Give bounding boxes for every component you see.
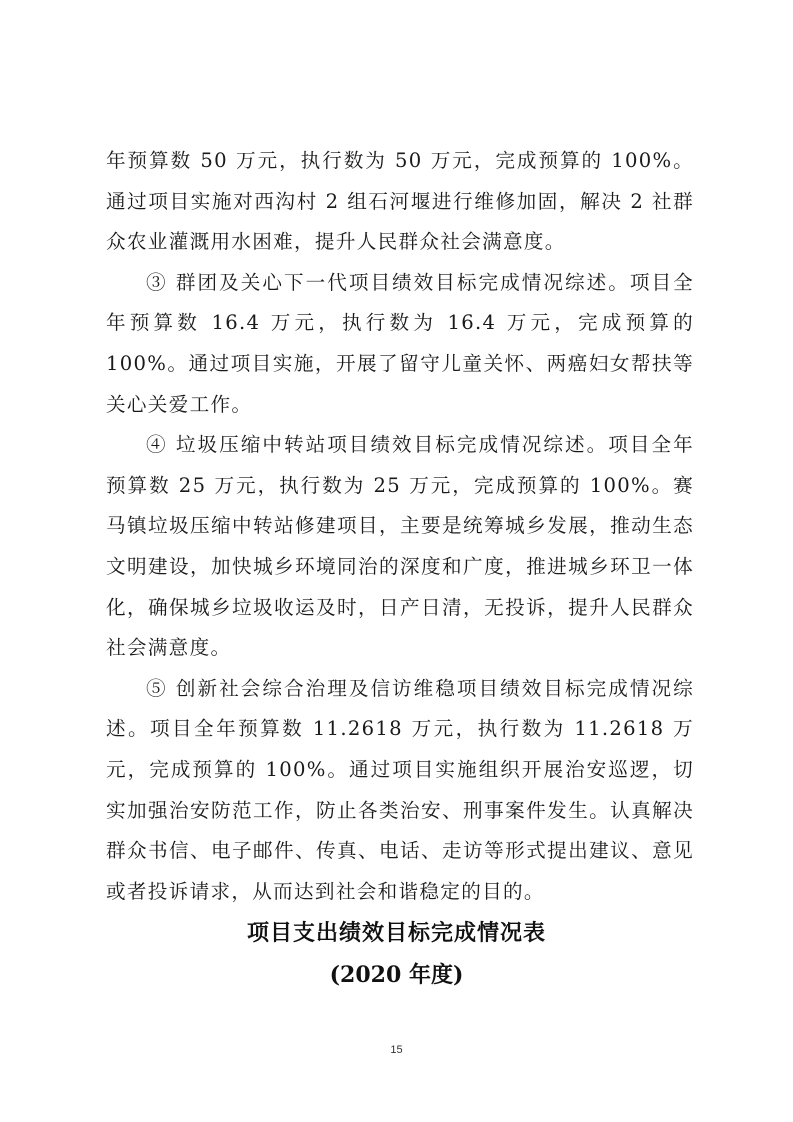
paragraph-garbage-station-project: ④ 垃圾压缩中转站项目绩效目标完成情况综述。项目全年预算数 25 万元，执行数为 25 万元，完成预算的 100%。赛马镇垃圾压缩中转站修建项目，主要是统筹城乡发展，推动生态文明建设，加快城乡环境同治的深度和广度，推进城乡环卫一体化，确保城乡垃圾收运及时，日产日清，无投诉，提升人民群众社会满意度。	[106, 433, 694, 660]
page-number: 15	[390, 1044, 403, 1056]
paragraph-social-governance-project: ⑤ 创新社会综合治理及信访维稳项目绩效目标完成情况综述。项目全年预算数 11.2618 万元，执行数为 11.2618 万元，完成预算的 100%。通过项目实施组织开展治安巡逻，切实加强治安防范工作，防止各类治安、刑事案件发生。认真解决群众书信、电子邮件、传真、电话、走访等形式提出建议、意见或者投诉请求，从而达到社会和谐稳定的目的。	[106, 676, 694, 903]
table-year: (2020 年度)	[329, 962, 464, 988]
table-title: 项目支出绩效目标完成情况表	[246, 920, 546, 946]
paragraph-youth-care-project: ③ 群团及关心下一代项目绩效目标完成情况综述。项目全年预算数 16.4 万元，执行数为 16.4 万元，完成预算的 100%。通过项目实施，开展了留守儿童关怀、两癌妇女帮扶等关心关爱工作。	[106, 270, 694, 416]
body-text	[106, 141, 694, 912]
paragraph-budget-continuation: 年预算数 50 万元，执行数为 50 万元，完成预算的 100%。通过项目实施对西沟村 2 组石河堰进行维修加固，解决 2 社群众农业灌溉用水困难，提升人民群众社会满意度。	[106, 149, 694, 254]
